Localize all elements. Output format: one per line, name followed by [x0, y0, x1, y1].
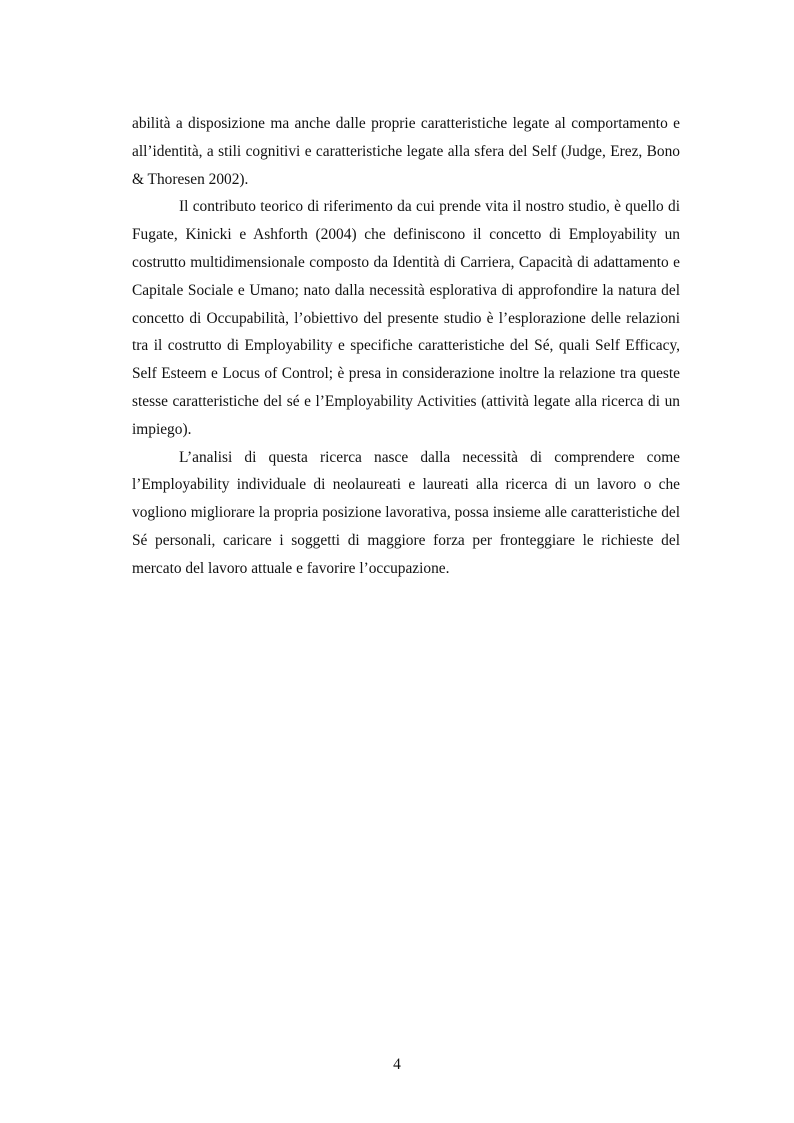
- page-number: 4: [393, 1056, 401, 1073]
- body-text: [132, 110, 680, 583]
- paragraph-theoretical-framework: Il contributo teorico di riferimento da cui prende vita il nostro studio, è quello di Fugate, Kinicki e Ashforth (2004) che definiscono il concetto di Employability un costrutto multidimensionale composto da Identità di Carriera, Capacità di adattamento e Capitale Sociale e Umano; nato dalla necessità esplorativa di approfondire la natura del concetto di Occupabilità, l’obiettivo del presente studio è l’esplorazione delle relazioni tra il costrutto di Employability e specifiche caratteristiche del Sé, quali Self Efficacy, Self Esteem e Locus of Control; è presa in considerazione inoltre la relazione tra queste stesse caratteristiche del sé e l’Employability Activities (attività legate alla ricerca di un impiego).: [132, 198, 680, 438]
- paragraph-research-analysis: L’analisi di questa ricerca nasce dalla necessità di comprendere come l’Employability individuale di neolaureati e laureati alla ricerca di un lavoro o che vogliono migliorare la propria posizione lavorativa, possa insieme alle caratteristiche del Sé personali, caricare i soggetti di maggiore forza per fronteggiare le richieste del mercato del lavoro attuale e favorire l’occupazione.: [132, 448, 680, 577]
- paragraph-continuation: abilità a disposizione ma anche dalle proprie caratteristiche legate al comportamento e all’identità, a stili cognitivi e caratteristiche legate alla sfera del Self (Judge, Erez, Bono & Thoresen 2002).: [132, 115, 680, 188]
